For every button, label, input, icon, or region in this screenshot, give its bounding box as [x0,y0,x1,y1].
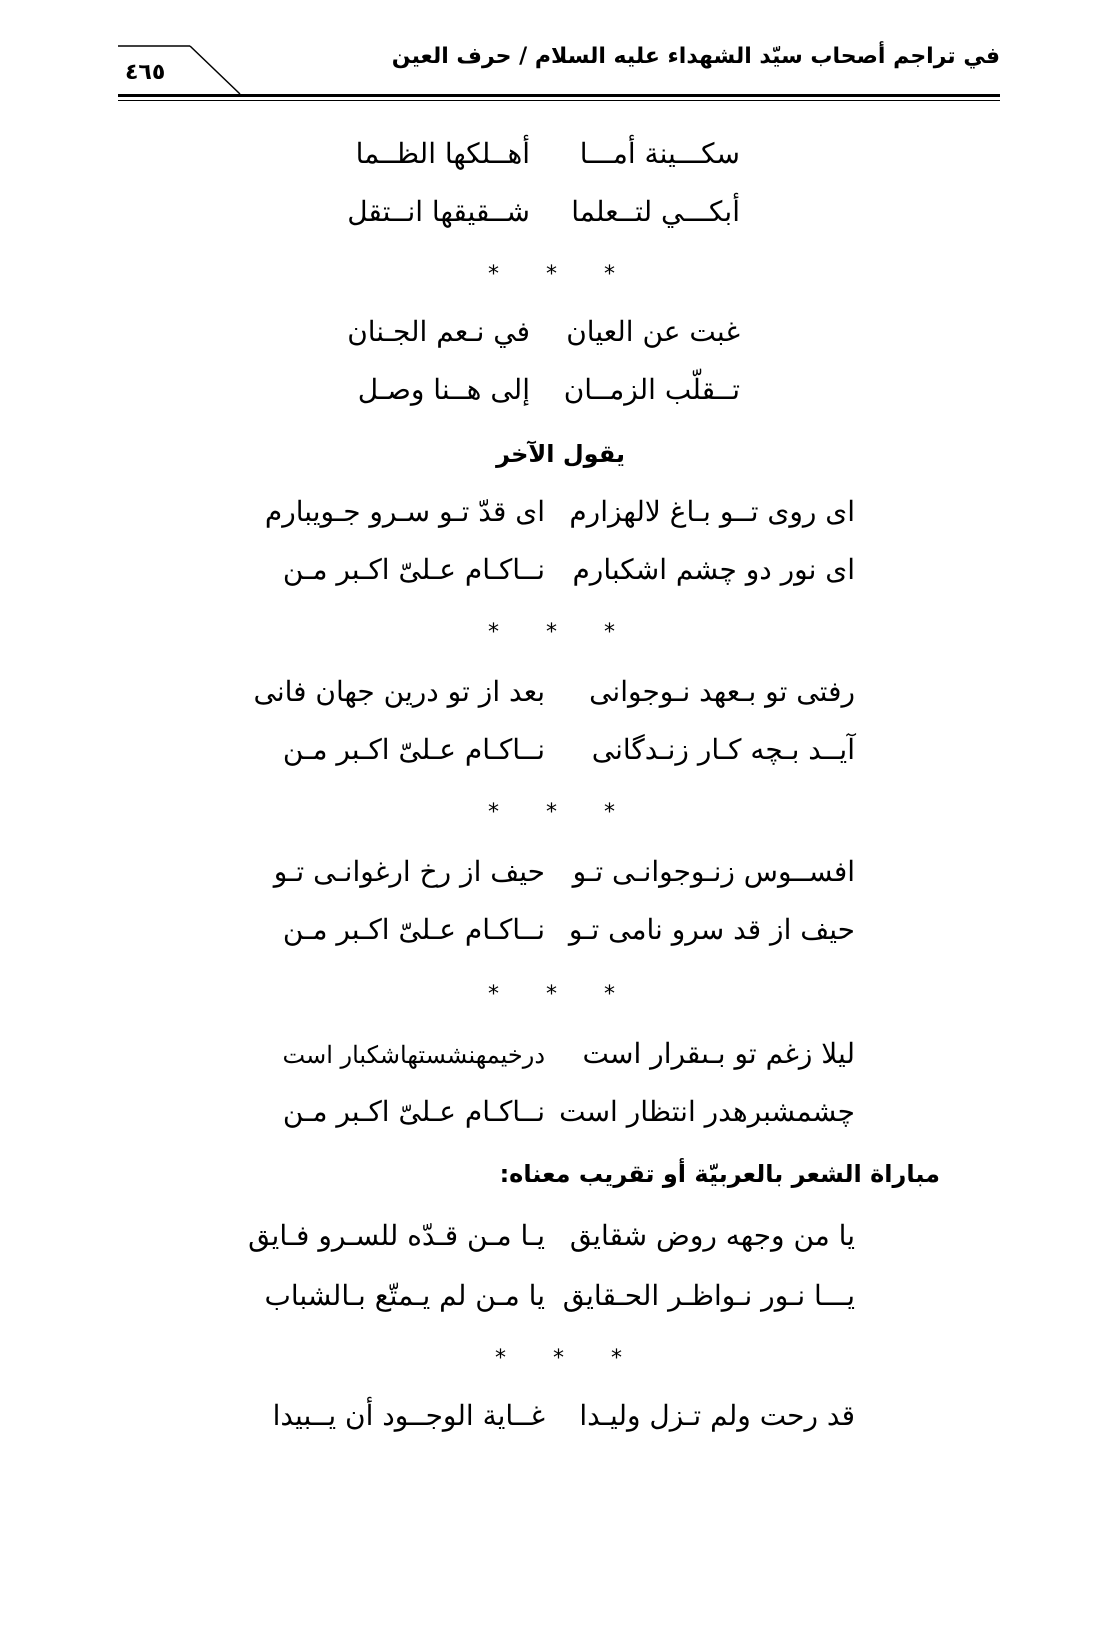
verse-left: في نـعم الجـنان [347,315,530,348]
verse-right: رفتى تو بـعهد نـوجوانى [589,675,855,708]
verse-left: أهــلكها الظــما [355,137,530,170]
verse-left: نــاكـام عـلىّ اكـبر مـن [282,1095,545,1128]
verse-left: يا مـن لم يـمتّع بـالشباب [264,1279,545,1312]
verse-right: آيــد بـچه كـار زنـدگانى [591,733,855,766]
header-rule-thick [118,94,1000,97]
verse-left: إلى هــنا وصـل [357,373,530,406]
header-rule-thin [118,100,1000,101]
verse-right: افســوس زنـوجوانـى تـو [572,855,855,888]
verse-right: چشمشبرهدر انتظار است [559,1095,855,1128]
verse-right: حيف از قد سرو نامى تـو [568,913,855,946]
verse-right: اى روى تــو بـاغ لالهزارم [569,495,855,528]
verse-right: تــقلّب الزمــان [563,373,740,406]
verse-right: اى نور دو چشم اشكبارم [572,553,855,586]
verse-left: بعد از تو درين جهان فانى [253,675,545,708]
separator-stars: * * * [488,800,635,825]
verse-left: درخيمهنشستهاشكبار است [282,1041,545,1069]
verse-right: غبت عن العيان [566,315,740,348]
verse-right: قد رحت ولم تـزل وليـدا [579,1399,855,1432]
verse-right: أبكـــي لتــعلما [571,195,740,228]
verse-left: نــاكـام عـلىّ اكـبر مـن [282,733,545,766]
verse-right: سكـــينة أمـــا [579,137,740,170]
separator-stars: * * * [488,982,635,1007]
verse-left: غــاية الوجــود أن يــبيدا [272,1399,545,1432]
running-header-title: في تراجم أصحاب سيّد الشهداء عليه السلام / حرف العين [391,44,1000,69]
separator-stars: * * * [488,262,635,287]
separator-stars: * * * [495,1346,642,1371]
verse-left: نــاكـام عـلىّ اكـبر مـن [282,553,545,586]
separator-stars: * * * [488,620,635,645]
section-heading: مباراة الشعر بالعربيّة أو تقريب معناه: [499,1160,940,1188]
verse-right: يـــا نـور نـواظـر الحـقايق [562,1279,855,1312]
verse-left: يـا مـن قـدّه للسـرو فـايق [248,1219,545,1252]
section-heading: يقول الآخر [496,440,625,468]
verse-right: يا من وجهه روض شقايق [569,1219,855,1252]
verse-left: شــقيقها انــتقل [347,195,530,228]
verse-left: اى قدّ تـو سـرو جـويبارم [264,495,545,528]
verse-left: نــاكـام عـلىّ اكـبر مـن [282,913,545,946]
verse-left: حيف از رخ ارغوانـى تـو [273,855,545,888]
verse-right: ليلا زغم تو بـىقرار است [582,1037,855,1070]
page-number: ٤٦٥ [125,60,166,85]
